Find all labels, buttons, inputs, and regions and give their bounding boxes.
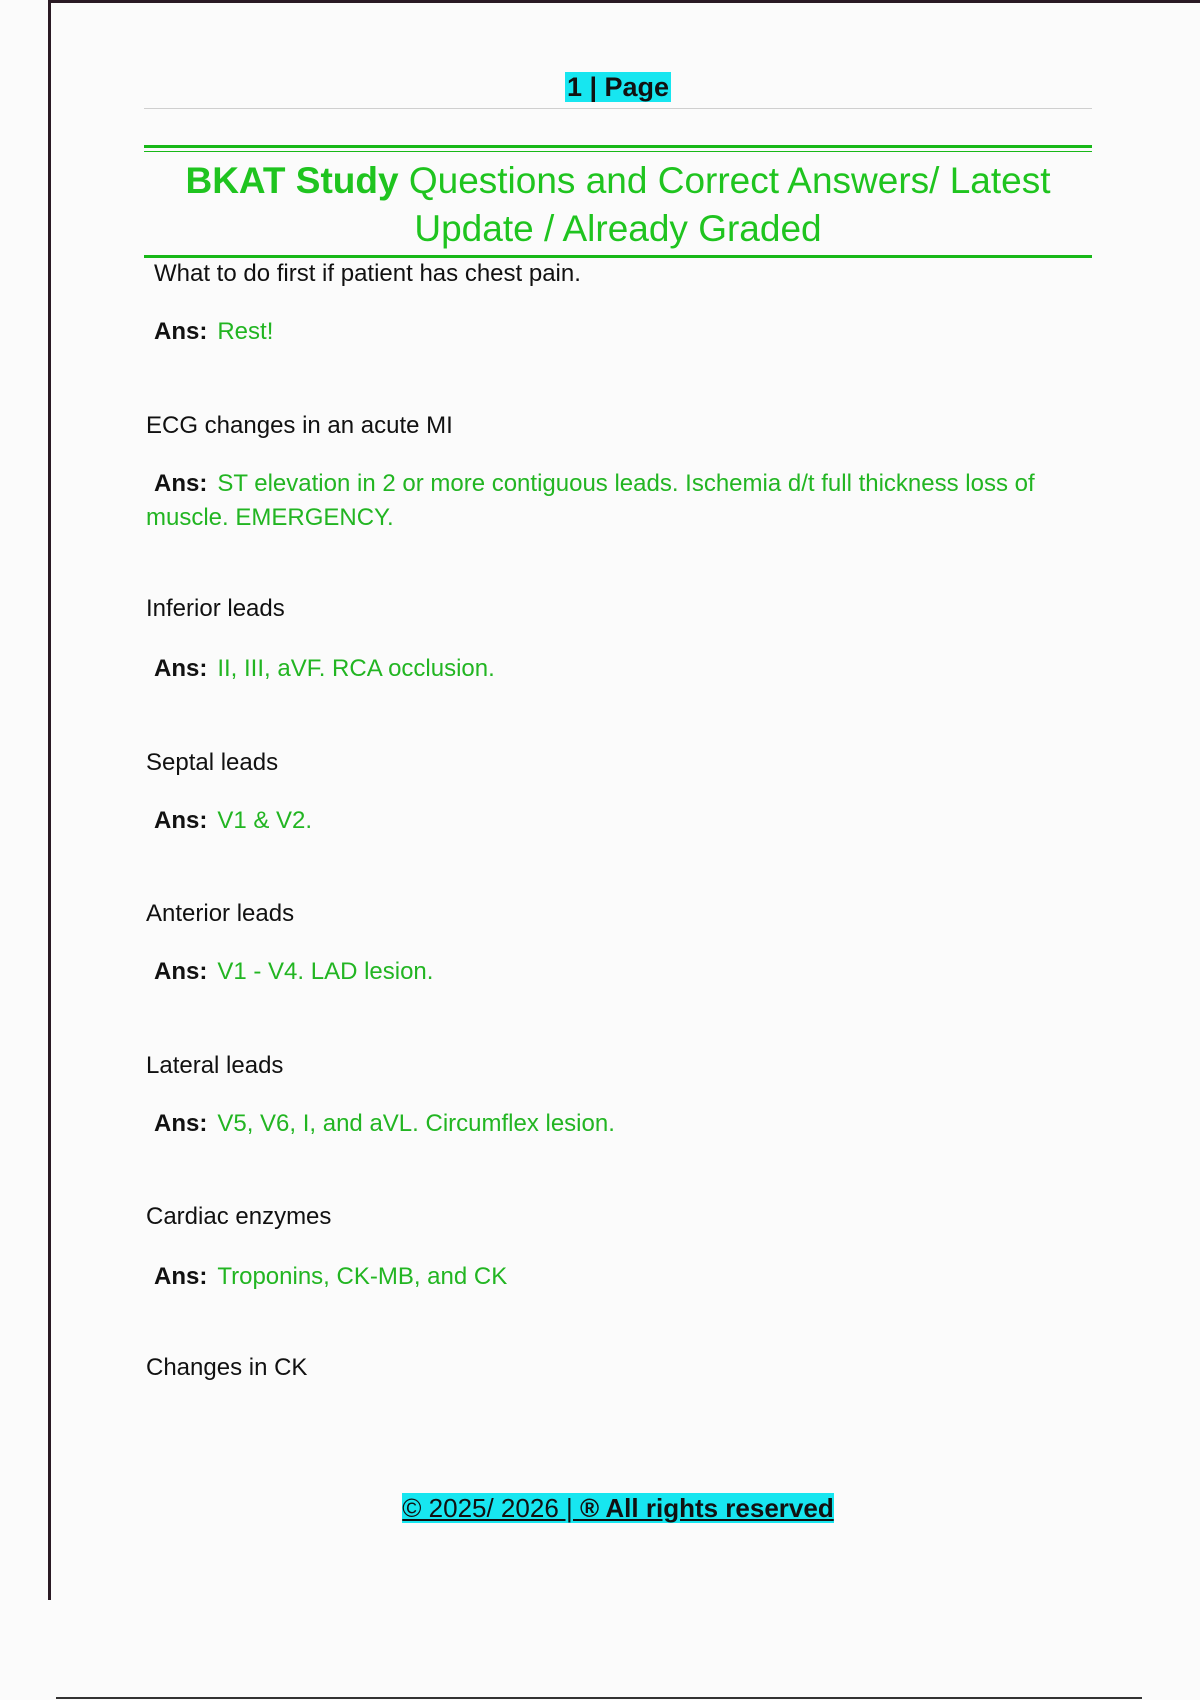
answer-label: Ans:: [154, 655, 208, 682]
page-border-top: [49, 0, 1200, 3]
page-number-label: 1 | Page: [566, 72, 670, 102]
answer-text: V1 & V2.: [217, 807, 313, 834]
title-rule-top: [144, 145, 1092, 148]
answer-label: Ans:: [154, 1263, 208, 1290]
copyright-footer: [144, 1492, 1092, 1524]
footer-rights: ® All rights reserved: [579, 1493, 834, 1523]
answer-6: [146, 1107, 1086, 1141]
answer-text: V1 - V4. LAD lesion.: [217, 958, 434, 985]
title-strong-part: BKAT Study: [185, 160, 399, 201]
bottom-rule: [56, 1697, 1142, 1699]
question-5: Anterior leads: [146, 900, 295, 927]
answer-4: [146, 804, 1086, 838]
question-4: Septal leads: [146, 749, 279, 776]
page-border-left: [48, 0, 51, 1600]
answer-3: [146, 652, 1086, 686]
answer-label: Ans:: [154, 807, 208, 834]
answer-2: [146, 467, 1086, 535]
answer-text: Rest!: [217, 318, 274, 345]
document-title: [144, 157, 1092, 253]
question-3: Inferior leads: [146, 595, 285, 622]
footer-years: © 2025/ 2026 |: [402, 1493, 580, 1523]
answer-label: Ans:: [154, 470, 208, 497]
answer-text: V5, V6, I, and aVL. Circumflex lesion.: [217, 1110, 615, 1137]
question-8: Changes in CK: [146, 1354, 308, 1381]
title-rest-part: Questions and Correct Answers/ Latest Update / Already Graded: [398, 160, 1051, 249]
question-2: ECG changes in an acute MI: [146, 412, 453, 439]
question-6: Lateral leads: [146, 1052, 284, 1079]
answer-5: [146, 955, 1086, 989]
answer-7: [146, 1260, 1086, 1294]
question-1: What to do first if patient has chest pain.: [154, 260, 581, 287]
answer-label: Ans:: [154, 1110, 208, 1137]
answer-text: II, III, aVF. RCA occlusion.: [217, 655, 495, 682]
answer-label: Ans:: [154, 958, 208, 985]
answer-1: [146, 315, 1086, 349]
question-7: Cardiac enzymes: [146, 1203, 332, 1230]
page-number-header: [144, 70, 1092, 104]
answer-text: Troponins, CK-MB, and CK: [217, 1263, 508, 1290]
answer-label: Ans:: [154, 318, 208, 345]
answer-text: ST elevation in 2 or more contiguous leads. Ischemia d/t full thickness loss of muscle. EMERGENCY.: [146, 470, 1035, 531]
title-rule-top-thin: [144, 151, 1092, 152]
header-divider: [144, 108, 1092, 109]
